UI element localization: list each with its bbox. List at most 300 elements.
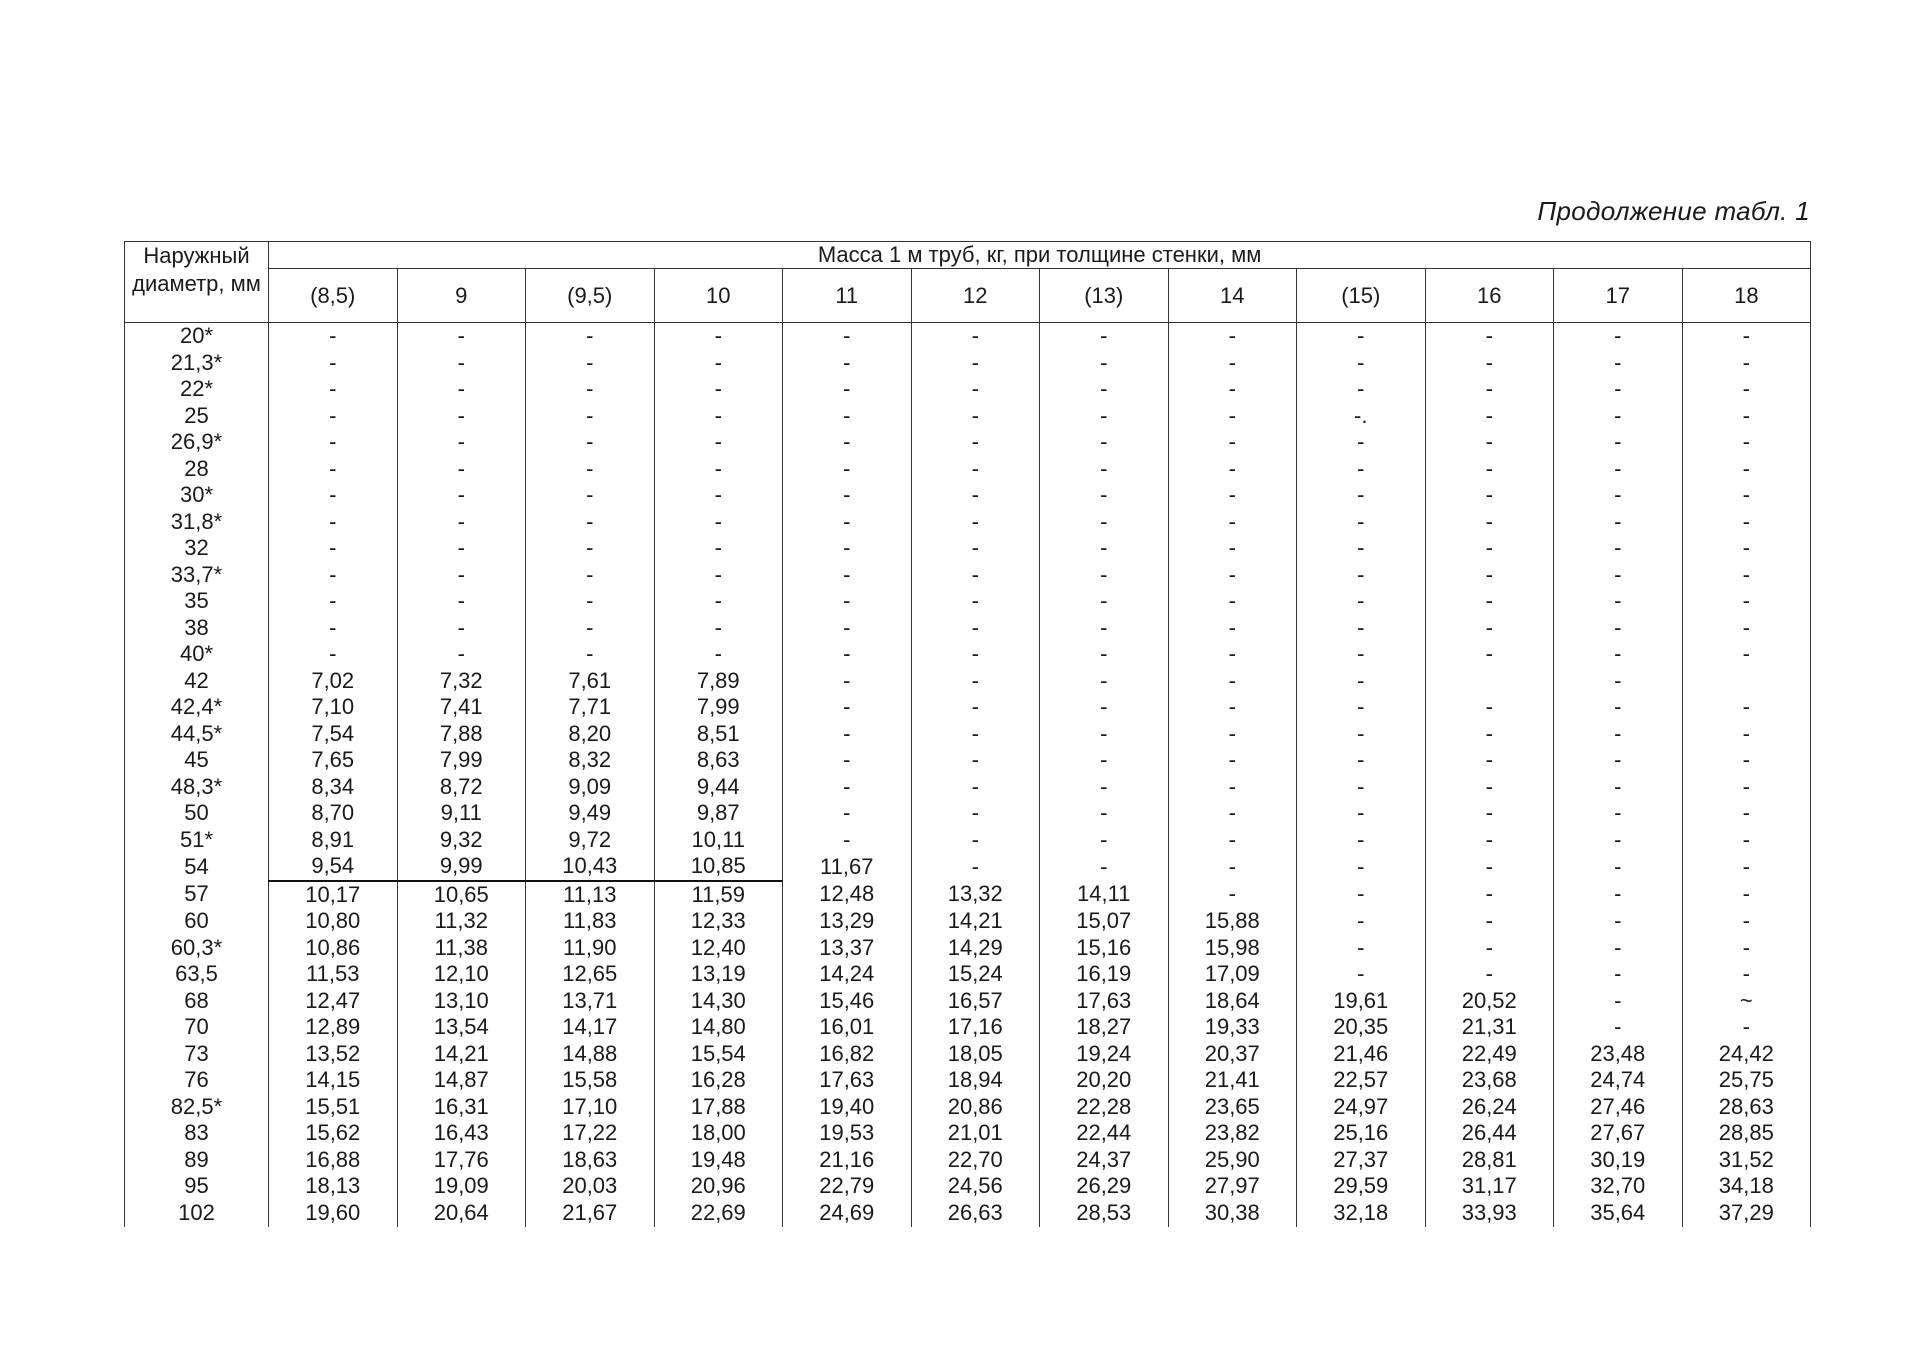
mass-cell: - [526, 482, 655, 509]
mass-cell: - [1554, 588, 1683, 615]
mass-cell: 11,67 [783, 853, 912, 881]
mass-cell: - [1040, 429, 1169, 456]
mass-cell: - [783, 403, 912, 430]
mass-cell: 9,72 [526, 827, 655, 854]
mass-cell: - [783, 350, 912, 377]
mass-cell: - [911, 350, 1040, 377]
mass-cell: - [1554, 668, 1683, 695]
mass-cell: - [1554, 853, 1683, 881]
table-row [125, 376, 1811, 403]
mass-cell: - [1297, 747, 1426, 774]
mass-cell: 18,27 [1040, 1014, 1169, 1041]
mass-cell: - [1425, 800, 1554, 827]
mass-cell: 29,59 [1297, 1173, 1426, 1200]
mass-cell: 13,54 [397, 1014, 526, 1041]
mass-cell: - [1554, 323, 1683, 350]
mass-cell: 19,48 [654, 1147, 783, 1174]
mass-cell: - [1682, 509, 1811, 536]
mass-cell: - [783, 588, 912, 615]
mass-cell: - [1040, 509, 1169, 536]
mass-cell: - [911, 482, 1040, 509]
mass-cell: 8,32 [526, 747, 655, 774]
mass-cell: - [526, 456, 655, 483]
mass-cell: - [783, 429, 912, 456]
diameter-cell: 32 [125, 535, 269, 562]
mass-cell: 20,96 [654, 1173, 783, 1200]
mass-cell: 13,29 [783, 908, 912, 935]
mass-cell: 11,90 [526, 935, 655, 962]
mass-cell: - [1682, 562, 1811, 589]
mass-cell: 13,10 [397, 988, 526, 1015]
mass-cell: 23,68 [1425, 1067, 1554, 1094]
mass-cell: 11,83 [526, 908, 655, 935]
mass-cell: - [269, 350, 398, 377]
mass-cell: 8,34 [269, 774, 398, 801]
mass-cell: 17,63 [783, 1067, 912, 1094]
mass-cell: 24,37 [1040, 1147, 1169, 1174]
table-row [125, 615, 1811, 642]
mass-cell: 22,70 [911, 1147, 1040, 1174]
mass-cell: 15,54 [654, 1041, 783, 1068]
mass-cell: 22,69 [654, 1200, 783, 1227]
mass-cell: 26,44 [1425, 1120, 1554, 1147]
mass-cell: 28,85 [1682, 1120, 1811, 1147]
mass-cell: 25,16 [1297, 1120, 1426, 1147]
mass-cell: - [269, 588, 398, 615]
mass-cell: - [1040, 615, 1169, 642]
table-row [125, 694, 1811, 721]
mass-cell: 10,85 [654, 853, 783, 881]
mass-cell: 12,10 [397, 961, 526, 988]
mass-cell: 18,13 [269, 1173, 398, 1200]
mass-cell: 14,30 [654, 988, 783, 1015]
wall-thickness-header: (15) [1297, 269, 1426, 323]
mass-cell: - [269, 323, 398, 350]
mass-cell: 28,53 [1040, 1200, 1169, 1227]
mass-cell: 23,48 [1554, 1041, 1683, 1068]
mass-cell: - [1682, 323, 1811, 350]
mass-cell: - [654, 615, 783, 642]
mass-cell: - [783, 509, 912, 536]
mass-cell: 9,11 [397, 800, 526, 827]
mass-cell: 9,32 [397, 827, 526, 854]
mass-cell: - [654, 403, 783, 430]
mass-cell: 15,16 [1040, 935, 1169, 962]
wall-thickness-header: 10 [654, 269, 783, 323]
table-row [125, 403, 1811, 430]
mass-cell: - [1168, 509, 1297, 536]
mass-cell: - [911, 721, 1040, 748]
mass-cell: 19,24 [1040, 1041, 1169, 1068]
mass-cell: - [783, 615, 912, 642]
table-row [125, 853, 1811, 881]
diameter-cell: 50 [125, 800, 269, 827]
mass-cell: 7,61 [526, 668, 655, 695]
mass-cell: - [1297, 881, 1426, 909]
diameter-cell: 21,3* [125, 350, 269, 377]
mass-cell: - [1425, 935, 1554, 962]
table-row [125, 747, 1811, 774]
mass-cell: - [269, 535, 398, 562]
mass-cell: 14,88 [526, 1041, 655, 1068]
mass-cell: - [269, 615, 398, 642]
wall-thickness-header: 14 [1168, 269, 1297, 323]
mass-cell: - [1425, 641, 1554, 668]
mass-cell: - [911, 774, 1040, 801]
mass-cell: - [269, 403, 398, 430]
diameter-cell: 20* [125, 323, 269, 350]
mass-cell: 20,35 [1297, 1014, 1426, 1041]
mass-cell: - [1425, 509, 1554, 536]
mass-cell: - [269, 429, 398, 456]
mass-cell: - [1040, 535, 1169, 562]
mass-cell: 8,51 [654, 721, 783, 748]
table-row [125, 323, 1811, 350]
mass-cell: - [1425, 323, 1554, 350]
mass-cell: 12,47 [269, 988, 398, 1015]
mass-cell: 20,52 [1425, 988, 1554, 1015]
mass-cell: - [526, 535, 655, 562]
mass-cell: 9,54 [269, 853, 398, 881]
mass-cell: - [1040, 747, 1169, 774]
mass-cell: 26,24 [1425, 1094, 1554, 1121]
mass-cell: 30,19 [1554, 1147, 1683, 1174]
mass-cell: - [1297, 535, 1426, 562]
mass-group-header: Масса 1 м труб, кг, при толщине стенки, мм [269, 242, 1811, 269]
mass-cell: 22,44 [1040, 1120, 1169, 1147]
wall-thickness-header: 18 [1682, 269, 1811, 323]
mass-cell: 28,63 [1682, 1094, 1811, 1121]
mass-cell: - [783, 747, 912, 774]
mass-cell: - [1425, 881, 1554, 909]
mass-cell: 18,00 [654, 1120, 783, 1147]
table-row [125, 1200, 1811, 1227]
mass-cell: - [1425, 588, 1554, 615]
table-row [125, 1094, 1811, 1121]
mass-cell: 7,32 [397, 668, 526, 695]
table-row [125, 827, 1811, 854]
mass-cell: 16,82 [783, 1041, 912, 1068]
table-row [125, 429, 1811, 456]
mass-cell: - [1297, 935, 1426, 962]
mass-cell: 8,20 [526, 721, 655, 748]
mass-cell: - [1168, 747, 1297, 774]
mass-cell: 19,53 [783, 1120, 912, 1147]
mass-cell: - [1682, 456, 1811, 483]
mass-cell: - [783, 694, 912, 721]
mass-cell: - [1682, 853, 1811, 881]
mass-cell: - [1425, 827, 1554, 854]
mass-cell: 14,21 [397, 1041, 526, 1068]
mass-cell: 33,93 [1425, 1200, 1554, 1227]
mass-cell: 16,28 [654, 1067, 783, 1094]
mass-cell: 20,37 [1168, 1041, 1297, 1068]
mass-cell: 10,86 [269, 935, 398, 962]
diameter-cell: 70 [125, 1014, 269, 1041]
mass-cell [1425, 668, 1554, 695]
diameter-cell: 33,7* [125, 562, 269, 589]
mass-cell: - [654, 535, 783, 562]
mass-cell: - [1168, 881, 1297, 909]
diameter-cell: 28 [125, 456, 269, 483]
mass-cell: - [1682, 935, 1811, 962]
mass-cell: 11,13 [526, 881, 655, 909]
mass-cell: - [783, 562, 912, 589]
mass-cell: 8,91 [269, 827, 398, 854]
diameter-cell: 83 [125, 1120, 269, 1147]
mass-cell: - [1297, 615, 1426, 642]
mass-cell: - [1425, 456, 1554, 483]
mass-cell: - [1168, 562, 1297, 589]
table-row [125, 1041, 1811, 1068]
mass-cell: 7,71 [526, 694, 655, 721]
mass-cell: - [1682, 881, 1811, 909]
table-row [125, 721, 1811, 748]
mass-cell: 27,97 [1168, 1173, 1297, 1200]
mass-cell: 17,63 [1040, 988, 1169, 1015]
mass-cell: - [911, 588, 1040, 615]
diameter-cell: 42 [125, 668, 269, 695]
mass-cell: 16,19 [1040, 961, 1169, 988]
mass-cell: - [1425, 376, 1554, 403]
table-row [125, 961, 1811, 988]
mass-cell: - [1297, 961, 1426, 988]
mass-cell: - [397, 482, 526, 509]
mass-cell: - [1040, 456, 1169, 483]
wall-thickness-header: 12 [911, 269, 1040, 323]
mass-cell: - [526, 403, 655, 430]
mass-cell: - [1297, 562, 1426, 589]
mass-cell: - [1168, 800, 1297, 827]
mass-cell: 16,31 [397, 1094, 526, 1121]
mass-cell: 15,88 [1168, 908, 1297, 935]
mass-cell: - [526, 376, 655, 403]
mass-cell: - [1168, 827, 1297, 854]
mass-cell: - [654, 562, 783, 589]
mass-cell: - [1554, 535, 1683, 562]
table-row [125, 588, 1811, 615]
diameter-cell: 26,9* [125, 429, 269, 456]
diameter-cell: 25 [125, 403, 269, 430]
diameter-cell: 89 [125, 1147, 269, 1174]
mass-cell: 22,79 [783, 1173, 912, 1200]
mass-cell: - [1168, 641, 1297, 668]
table-row [125, 1014, 1811, 1041]
mass-cell: 35,64 [1554, 1200, 1683, 1227]
mass-cell: 25,90 [1168, 1147, 1297, 1174]
mass-cell: 10,80 [269, 908, 398, 935]
table-row [125, 988, 1811, 1015]
wall-thickness-header: 9 [397, 269, 526, 323]
mass-cell: 21,01 [911, 1120, 1040, 1147]
mass-cell: - [911, 403, 1040, 430]
mass-cell: - [1554, 774, 1683, 801]
mass-cell: - [397, 456, 526, 483]
mass-cell: 11,59 [654, 881, 783, 909]
mass-cell: - [911, 429, 1040, 456]
table-body [125, 323, 1811, 1227]
mass-cell: - [1425, 961, 1554, 988]
table-row [125, 641, 1811, 668]
mass-cell: - [1554, 908, 1683, 935]
diameter-cell: 40* [125, 641, 269, 668]
mass-cell: 22,57 [1297, 1067, 1426, 1094]
wall-thickness-header-row [125, 269, 1811, 323]
mass-cell: 21,46 [1297, 1041, 1426, 1068]
mass-cell: 31,17 [1425, 1173, 1554, 1200]
mass-cell: - [783, 456, 912, 483]
mass-cell: - [1168, 774, 1297, 801]
diameter-cell: 95 [125, 1173, 269, 1200]
table-row [125, 908, 1811, 935]
mass-cell: - [1682, 1014, 1811, 1041]
mass-cell: 21,16 [783, 1147, 912, 1174]
mass-cell: - [397, 535, 526, 562]
mass-cell: - [1040, 350, 1169, 377]
mass-cell: - [1168, 403, 1297, 430]
mass-cell: - [1168, 323, 1297, 350]
mass-cell: - [1425, 615, 1554, 642]
mass-cell: 25,75 [1682, 1067, 1811, 1094]
mass-cell: - [1425, 853, 1554, 881]
mass-cell: 14,15 [269, 1067, 398, 1094]
diameter-cell: 45 [125, 747, 269, 774]
mass-cell: - [783, 323, 912, 350]
mass-cell: 24,56 [911, 1173, 1040, 1200]
mass-cell: - [1297, 774, 1426, 801]
mass-cell: 9,09 [526, 774, 655, 801]
wall-thickness-header: 16 [1425, 269, 1554, 323]
mass-cell: - [1554, 641, 1683, 668]
mass-cell: - [1297, 641, 1426, 668]
mass-cell: 23,82 [1168, 1120, 1297, 1147]
mass-cell: - [1425, 721, 1554, 748]
mass-cell: 14,11 [1040, 881, 1169, 909]
mass-cell: - [783, 827, 912, 854]
mass-cell [1682, 668, 1811, 695]
mass-cell: 7,89 [654, 668, 783, 695]
mass-cell: 10,17 [269, 881, 398, 909]
mass-cell: - [526, 323, 655, 350]
mass-cell: - [1682, 350, 1811, 377]
mass-cell: - [1040, 774, 1169, 801]
mass-cell: 13,37 [783, 935, 912, 962]
mass-cell: 9,44 [654, 774, 783, 801]
mass-cell: 17,09 [1168, 961, 1297, 988]
mass-cell: - [397, 641, 526, 668]
mass-cell: 13,32 [911, 881, 1040, 909]
mass-cell: 34,18 [1682, 1173, 1811, 1200]
mass-cell: 24,42 [1682, 1041, 1811, 1068]
mass-cell: - [1425, 562, 1554, 589]
mass-cell: 12,48 [783, 881, 912, 909]
mass-cell: 7,65 [269, 747, 398, 774]
mass-cell: 11,32 [397, 908, 526, 935]
mass-cell: 15,62 [269, 1120, 398, 1147]
mass-cell: - [1297, 456, 1426, 483]
mass-cell: - [654, 350, 783, 377]
mass-cell: ~ [1682, 988, 1811, 1015]
mass-cell: - [654, 482, 783, 509]
diameter-cell: 22* [125, 376, 269, 403]
mass-cell: 17,76 [397, 1147, 526, 1174]
diameter-cell: 38 [125, 615, 269, 642]
mass-cell: - [397, 429, 526, 456]
mass-cell: - [1425, 747, 1554, 774]
mass-cell: - [397, 588, 526, 615]
diameter-cell: 60 [125, 908, 269, 935]
mass-cell: - [269, 482, 398, 509]
mass-cell: - [1168, 456, 1297, 483]
mass-cell: 15,98 [1168, 935, 1297, 962]
mass-cell: - [911, 323, 1040, 350]
mass-cell: 15,24 [911, 961, 1040, 988]
mass-cell: - [1682, 800, 1811, 827]
mass-cell: - [654, 429, 783, 456]
mass-cell: - [1425, 350, 1554, 377]
mass-cell: - [1168, 535, 1297, 562]
table-row [125, 881, 1811, 909]
diameter-cell: 54 [125, 853, 269, 881]
diameter-cell: 51* [125, 827, 269, 854]
mass-cell: - [911, 376, 1040, 403]
mass-cell: 9,49 [526, 800, 655, 827]
mass-cell: 27,37 [1297, 1147, 1426, 1174]
mass-cell: - [1297, 588, 1426, 615]
mass-cell: - [654, 588, 783, 615]
mass-cell: - [1682, 827, 1811, 854]
mass-cell: - [1682, 535, 1811, 562]
mass-cell: - [269, 456, 398, 483]
mass-cell: 20,03 [526, 1173, 655, 1200]
diameter-cell: 76 [125, 1067, 269, 1094]
diameter-cell: 68 [125, 988, 269, 1015]
mass-cell: 16,01 [783, 1014, 912, 1041]
mass-cell: - [1682, 961, 1811, 988]
mass-cell: - [1554, 429, 1683, 456]
mass-cell: - [911, 535, 1040, 562]
mass-cell: 15,51 [269, 1094, 398, 1121]
mass-cell: 17,88 [654, 1094, 783, 1121]
mass-cell: 17,22 [526, 1120, 655, 1147]
diameter-cell: 35 [125, 588, 269, 615]
wall-thickness-header: 11 [783, 269, 912, 323]
mass-cell: 16,88 [269, 1147, 398, 1174]
table-row [125, 1120, 1811, 1147]
mass-cell: 12,65 [526, 961, 655, 988]
mass-cell: - [1040, 323, 1169, 350]
mass-cell: - [1554, 1014, 1683, 1041]
mass-cell: 8,70 [269, 800, 398, 827]
mass-cell: - [269, 641, 398, 668]
mass-cell: 13,52 [269, 1041, 398, 1068]
mass-cell: - [1682, 403, 1811, 430]
mass-cell: 27,46 [1554, 1094, 1683, 1121]
mass-cell: - [397, 376, 526, 403]
mass-cell: 31,52 [1682, 1147, 1811, 1174]
mass-cell: - [1040, 694, 1169, 721]
diameter-cell: 31,8* [125, 509, 269, 536]
mass-cell: - [1682, 376, 1811, 403]
mass-cell: - [654, 376, 783, 403]
mass-cell: 11,53 [269, 961, 398, 988]
mass-cell: - [783, 535, 912, 562]
mass-cell: 17,10 [526, 1094, 655, 1121]
mass-cell: 28,81 [1425, 1147, 1554, 1174]
diameter-cell: 63,5 [125, 961, 269, 988]
mass-cell: - [1297, 908, 1426, 935]
mass-cell: - [1297, 721, 1426, 748]
